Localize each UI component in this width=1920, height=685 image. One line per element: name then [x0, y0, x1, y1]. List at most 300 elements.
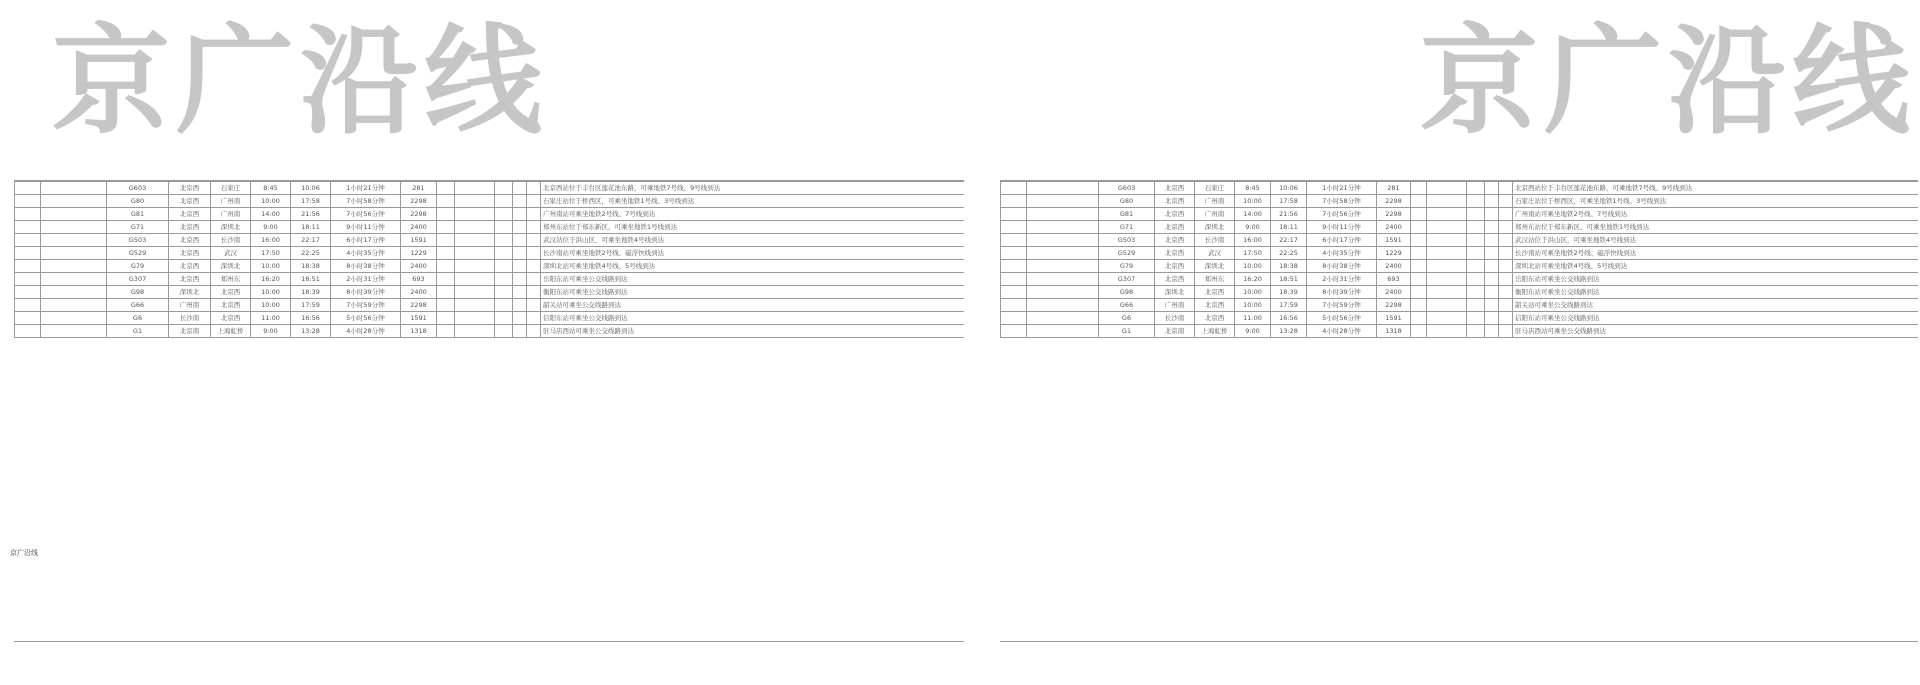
table-cell — [527, 195, 541, 208]
table-cell — [15, 182, 41, 195]
table-cell: 281 — [1377, 182, 1411, 195]
table-cell: 22:25 — [291, 247, 331, 260]
table-cell: 16:20 — [1235, 273, 1271, 286]
table-cell: 22:17 — [291, 234, 331, 247]
table-cell — [1485, 260, 1499, 273]
table-cell: 9:00 — [1235, 325, 1271, 338]
table-cell — [437, 195, 455, 208]
table-cell: 衡阳东站可乘坐公交线路到达 — [541, 286, 965, 299]
table-cell — [527, 182, 541, 195]
table-cell: 深圳北站可乘坐地铁4号线、5号线到达 — [1513, 260, 1919, 273]
table-cell — [1467, 286, 1485, 299]
table-cell: 北京西 — [169, 208, 211, 221]
table-cell — [1499, 299, 1513, 312]
table-cell — [1485, 286, 1499, 299]
table-cell: 18:38 — [1271, 260, 1307, 273]
table-cell — [1001, 234, 1027, 247]
table-cell: 岳阳东站可乘坐公交线路到达 — [541, 273, 965, 286]
table-cell: 1229 — [1377, 247, 1411, 260]
table-cell — [1001, 299, 1027, 312]
table-cell — [1467, 260, 1485, 273]
table-cell — [1411, 208, 1427, 221]
table-cell: 18:38 — [291, 260, 331, 273]
table-cell — [1485, 208, 1499, 221]
table-row — [15, 182, 965, 195]
table-cell — [1027, 312, 1099, 325]
table-cell — [495, 286, 513, 299]
table-cell: 郑州东站位于郑东新区，可乘坐地铁1号线到达 — [541, 221, 965, 234]
table-cell: 2298 — [401, 195, 437, 208]
table-cell — [455, 208, 495, 221]
table-cell: 北京西 — [1155, 247, 1195, 260]
table-cell: G1 — [1099, 325, 1155, 338]
table-row — [1001, 234, 1919, 247]
table-cell: 北京西 — [1155, 195, 1195, 208]
table-cell: 长沙南站可乘坐地铁2号线、磁浮快线到达 — [1513, 247, 1919, 260]
table-cell — [527, 260, 541, 273]
table-cell — [513, 325, 527, 338]
table-cell: 13:28 — [1271, 325, 1307, 338]
table-row — [1001, 273, 1919, 286]
table-cell — [527, 299, 541, 312]
table-cell — [1499, 260, 1513, 273]
table-cell — [15, 273, 41, 286]
table-cell: 武汉 — [211, 247, 251, 260]
table-cell — [15, 195, 41, 208]
table-cell — [1001, 312, 1027, 325]
table-cell: 北京西 — [169, 182, 211, 195]
table-cell: 郑州东站位于郑东新区，可乘坐地铁1号线到达 — [1513, 221, 1919, 234]
table-cell — [455, 286, 495, 299]
table-cell — [527, 247, 541, 260]
table-cell — [1485, 325, 1499, 338]
table-cell: 5小时56分钟 — [1307, 312, 1377, 325]
table-cell — [513, 195, 527, 208]
table-cell: 北京西 — [1155, 221, 1195, 234]
table-cell — [1427, 299, 1467, 312]
table-cell — [41, 299, 107, 312]
table-cell — [455, 299, 495, 312]
table-cell — [495, 247, 513, 260]
table-cell — [495, 312, 513, 325]
table-cell: 10:06 — [1271, 182, 1307, 195]
table-cell — [1027, 234, 1099, 247]
table-cell: G529 — [1099, 247, 1155, 260]
table-cell: 2400 — [401, 286, 437, 299]
table-cell — [495, 182, 513, 195]
table-cell — [1027, 182, 1099, 195]
table-cell: G66 — [107, 299, 169, 312]
table-cell: 17:59 — [1271, 299, 1307, 312]
table-row — [15, 221, 965, 234]
table-cell: 9小时11分钟 — [331, 221, 401, 234]
table-cell: G307 — [1099, 273, 1155, 286]
table-cell: 长沙南站可乘坐地铁2号线、磁浮快线到达 — [541, 247, 965, 260]
table-cell — [495, 325, 513, 338]
table-cell: 7小时56分钟 — [1307, 208, 1377, 221]
table-cell: 693 — [401, 273, 437, 286]
table-cell: 石家庄 — [211, 182, 251, 195]
table-cell — [1427, 247, 1467, 260]
table-cell — [1027, 273, 1099, 286]
table-cell — [495, 221, 513, 234]
table-cell — [1499, 208, 1513, 221]
table-cell: 11:00 — [251, 312, 291, 325]
table-cell — [495, 299, 513, 312]
table-row — [15, 195, 965, 208]
table-cell — [1499, 312, 1513, 325]
table-cell: 4小时28分钟 — [331, 325, 401, 338]
table-cell — [41, 325, 107, 338]
table-cell — [1411, 195, 1427, 208]
table-cell: 广州南 — [211, 208, 251, 221]
table-cell — [437, 312, 455, 325]
table-cell — [513, 208, 527, 221]
table-cell: 2298 — [1377, 195, 1411, 208]
table-cell — [1027, 299, 1099, 312]
table-cell — [1467, 273, 1485, 286]
table-cell: 深圳北 — [1195, 260, 1235, 273]
table-cell: 4小时35分钟 — [331, 247, 401, 260]
table-row — [15, 247, 965, 260]
table-cell: 长沙南 — [211, 234, 251, 247]
table-cell: 1小时21分钟 — [331, 182, 401, 195]
table-cell — [1467, 221, 1485, 234]
table-cell — [1001, 273, 1027, 286]
table-cell: 深圳北站可乘坐地铁4号线、5号线到达 — [541, 260, 965, 273]
table-cell: 北京南 — [169, 325, 211, 338]
table-cell — [1411, 273, 1427, 286]
table-cell: G71 — [1099, 221, 1155, 234]
table-cell — [495, 208, 513, 221]
table-cell: 16:20 — [251, 273, 291, 286]
table-cell — [527, 286, 541, 299]
table-row — [1001, 182, 1919, 195]
table-cell: G6 — [1099, 312, 1155, 325]
table-row — [1001, 325, 1919, 338]
table-cell: 18:11 — [291, 221, 331, 234]
table-cell: 17:50 — [251, 247, 291, 260]
table-row — [1001, 299, 1919, 312]
table-cell — [527, 325, 541, 338]
table-cell: 10:00 — [251, 260, 291, 273]
table-cell: G1 — [107, 325, 169, 338]
table-cell — [41, 208, 107, 221]
table-cell — [1027, 325, 1099, 338]
table-cell: 信阳东站可乘坐公交线路到达 — [541, 312, 965, 325]
table-row — [1001, 312, 1919, 325]
table-row — [1001, 247, 1919, 260]
table-cell: 郑州东 — [1195, 273, 1235, 286]
table-cell: 6小时17分钟 — [331, 234, 401, 247]
table-cell: 16:56 — [291, 312, 331, 325]
table-cell — [1427, 286, 1467, 299]
table-cell: 9:00 — [251, 325, 291, 338]
schedule-table-left — [14, 181, 964, 338]
table-cell — [437, 234, 455, 247]
table-row — [1001, 286, 1919, 299]
table-cell — [455, 234, 495, 247]
table-cell — [15, 325, 41, 338]
table-cell — [15, 221, 41, 234]
table-cell: 8:45 — [251, 182, 291, 195]
table-row — [1001, 221, 1919, 234]
headline-right: 京广沿线 — [1420, 12, 1917, 150]
table-row — [15, 286, 965, 299]
table-cell — [1427, 195, 1467, 208]
table-cell — [527, 312, 541, 325]
table-cell — [1467, 299, 1485, 312]
table-cell: 1591 — [401, 312, 437, 325]
table-cell: 石家庄 — [1195, 182, 1235, 195]
table-cell — [437, 221, 455, 234]
table-cell: 北京西 — [1195, 299, 1235, 312]
table-cell: 16:56 — [1271, 312, 1307, 325]
table-cell: 1591 — [1377, 312, 1411, 325]
table-cell: 8小时39分钟 — [331, 286, 401, 299]
table-cell: 1591 — [401, 234, 437, 247]
table-cell — [41, 273, 107, 286]
table-cell: 2400 — [401, 221, 437, 234]
table-cell: 武汉站位于洪山区，可乘坐地铁4号线到达 — [1513, 234, 1919, 247]
table-cell — [1001, 195, 1027, 208]
table-cell: G81 — [107, 208, 169, 221]
table-cell: 7小时58分钟 — [331, 195, 401, 208]
table-cell: 深圳北 — [1195, 221, 1235, 234]
table-cell — [1027, 208, 1099, 221]
table-cell: 1318 — [1377, 325, 1411, 338]
table-cell: 693 — [1377, 273, 1411, 286]
table-cell — [1027, 260, 1099, 273]
table-cell: 北京西 — [1155, 234, 1195, 247]
table-cell: 9:00 — [1235, 221, 1271, 234]
table-cell — [437, 286, 455, 299]
table-row — [15, 273, 965, 286]
table-cell — [527, 234, 541, 247]
table-cell: 10:00 — [1235, 195, 1271, 208]
table-cell — [1411, 286, 1427, 299]
table-cell — [1485, 247, 1499, 260]
table-cell: 13:28 — [291, 325, 331, 338]
table-cell — [513, 312, 527, 325]
table-cell: 21:56 — [1271, 208, 1307, 221]
table-cell — [1485, 221, 1499, 234]
table-cell: 北京西 — [1155, 273, 1195, 286]
table-cell: 驻马店西站可乘坐公交线路到达 — [1513, 325, 1919, 338]
table-cell: 北京西 — [211, 312, 251, 325]
table-cell: 18:51 — [1271, 273, 1307, 286]
table-cell — [513, 182, 527, 195]
table-cell — [1427, 208, 1467, 221]
table-cell: 岳阳东站可乘坐公交线路到达 — [1513, 273, 1919, 286]
table-cell: 2298 — [1377, 208, 1411, 221]
table-cell — [1467, 247, 1485, 260]
table-cell — [1499, 325, 1513, 338]
schedule-sheet-left — [14, 180, 964, 642]
table-cell — [1411, 299, 1427, 312]
table-cell — [513, 221, 527, 234]
table-cell — [1467, 234, 1485, 247]
schedule-sheet-right — [1000, 180, 1918, 642]
table-cell — [455, 325, 495, 338]
table-cell — [437, 273, 455, 286]
table-cell — [1411, 234, 1427, 247]
table-cell — [455, 273, 495, 286]
table-cell: 14:00 — [251, 208, 291, 221]
table-cell — [1485, 312, 1499, 325]
table-row — [15, 234, 965, 247]
table-cell: 长沙南 — [1195, 234, 1235, 247]
table-row — [15, 260, 965, 273]
table-cell: 8小时38分钟 — [1307, 260, 1377, 273]
table-cell: 22:17 — [1271, 234, 1307, 247]
table-cell: G307 — [107, 273, 169, 286]
table-row — [15, 299, 965, 312]
table-cell: 2400 — [401, 260, 437, 273]
table-cell: 石家庄站位于桥西区，可乘坐地铁1号线、3号线到达 — [1513, 195, 1919, 208]
table-cell: 14:00 — [1235, 208, 1271, 221]
table-cell: 北京西 — [169, 221, 211, 234]
table-cell: 深圳北 — [211, 260, 251, 273]
table-cell — [455, 195, 495, 208]
table-cell — [1027, 286, 1099, 299]
table-cell — [513, 234, 527, 247]
table-cell: G80 — [1099, 195, 1155, 208]
table-cell — [1411, 221, 1427, 234]
table-cell: 武汉站位于洪山区，可乘坐地铁4号线到达 — [541, 234, 965, 247]
table-cell: 6小时17分钟 — [1307, 234, 1377, 247]
table-cell — [1411, 325, 1427, 338]
table-cell — [41, 221, 107, 234]
table-cell — [527, 221, 541, 234]
table-cell: G79 — [1099, 260, 1155, 273]
table-row — [15, 208, 965, 221]
table-cell: 2小时31分钟 — [1307, 273, 1377, 286]
table-cell: 北京南 — [1155, 325, 1195, 338]
table-cell — [513, 286, 527, 299]
table-cell — [1027, 195, 1099, 208]
table-cell: 北京西站位于丰台区莲花池东路，可乘地铁7号线、9号线到达 — [541, 182, 965, 195]
table-cell — [455, 182, 495, 195]
table-cell — [41, 286, 107, 299]
table-cell: 2400 — [1377, 221, 1411, 234]
table-cell — [1027, 221, 1099, 234]
table-cell: 北京西 — [1195, 286, 1235, 299]
table-cell: 2298 — [401, 208, 437, 221]
table-cell — [513, 260, 527, 273]
table-cell: 北京西 — [169, 260, 211, 273]
table-cell — [455, 260, 495, 273]
table-cell — [1001, 208, 1027, 221]
table-cell — [1467, 325, 1485, 338]
table-cell: 广州南 — [1195, 195, 1235, 208]
table-cell — [527, 273, 541, 286]
table-cell: 4小时35分钟 — [1307, 247, 1377, 260]
table-row — [1001, 208, 1919, 221]
table-cell — [495, 273, 513, 286]
table-cell: G503 — [107, 234, 169, 247]
table-cell: 衡阳东站可乘坐公交线路到达 — [1513, 286, 1919, 299]
table-row — [1001, 260, 1919, 273]
table-cell: 10:00 — [251, 286, 291, 299]
table-cell — [1499, 234, 1513, 247]
table-cell: 10:00 — [251, 195, 291, 208]
table-cell: 北京西 — [1195, 312, 1235, 325]
table-cell: 18:39 — [1271, 286, 1307, 299]
table-cell: G98 — [107, 286, 169, 299]
table-cell: 广州南 — [211, 195, 251, 208]
table-cell — [1427, 312, 1467, 325]
table-cell: 长沙南 — [1155, 312, 1195, 325]
table-cell — [527, 208, 541, 221]
table-cell — [1499, 286, 1513, 299]
table-cell: G71 — [107, 221, 169, 234]
table-cell — [1411, 260, 1427, 273]
table-cell: 广州南站可乘坐地铁2号线、7号线到达 — [1513, 208, 1919, 221]
table-cell: 韶关站可乘坐公交线路到达 — [1513, 299, 1919, 312]
table-cell: 9小时11分钟 — [1307, 221, 1377, 234]
table-cell: 上海虹桥 — [1195, 325, 1235, 338]
table-cell: 18:11 — [1271, 221, 1307, 234]
table-cell: 5小时56分钟 — [331, 312, 401, 325]
table-cell — [1411, 182, 1427, 195]
table-cell — [1427, 234, 1467, 247]
table-cell: 北京西站位于丰台区莲花池东路，可乘地铁7号线、9号线到达 — [1513, 182, 1919, 195]
table-cell — [1499, 221, 1513, 234]
table-cell — [495, 234, 513, 247]
table-cell — [1001, 247, 1027, 260]
table-cell: G503 — [1099, 234, 1155, 247]
table-cell: 10:00 — [1235, 260, 1271, 273]
table-cell — [437, 325, 455, 338]
table-cell — [495, 260, 513, 273]
table-cell: 8:45 — [1235, 182, 1271, 195]
table-cell: 广州南站可乘坐地铁2号线、7号线到达 — [541, 208, 965, 221]
table-cell — [513, 247, 527, 260]
table-cell — [1001, 286, 1027, 299]
table-cell: 21:56 — [291, 208, 331, 221]
table-cell — [15, 260, 41, 273]
table-cell: 北京西 — [1155, 260, 1195, 273]
table-cell: 长沙南 — [169, 312, 211, 325]
table-cell — [1001, 182, 1027, 195]
table-cell — [455, 221, 495, 234]
table-cell — [455, 312, 495, 325]
table-cell: 驻马店西站可乘坐公交线路到达 — [541, 325, 965, 338]
table-cell — [1027, 247, 1099, 260]
table-cell: 16:00 — [251, 234, 291, 247]
table-cell: 广州南 — [1195, 208, 1235, 221]
table-cell — [1499, 273, 1513, 286]
table-cell — [1485, 195, 1499, 208]
table-row — [1001, 195, 1919, 208]
table-cell: 深圳北 — [211, 221, 251, 234]
table-cell: 7小时56分钟 — [331, 208, 401, 221]
table-cell: 北京西 — [211, 299, 251, 312]
table-cell — [437, 299, 455, 312]
table-cell: 2小时31分钟 — [331, 273, 401, 286]
table-cell: 韶关站可乘坐公交线路到达 — [541, 299, 965, 312]
table-cell — [1467, 208, 1485, 221]
table-cell — [437, 247, 455, 260]
table-cell: 北京西 — [1155, 182, 1195, 195]
table-cell: G81 — [1099, 208, 1155, 221]
table-cell: 1小时21分钟 — [1307, 182, 1377, 195]
table-cell: G66 — [1099, 299, 1155, 312]
table-cell — [1499, 195, 1513, 208]
table-cell — [1411, 312, 1427, 325]
schedule-table-right — [1000, 181, 1918, 338]
